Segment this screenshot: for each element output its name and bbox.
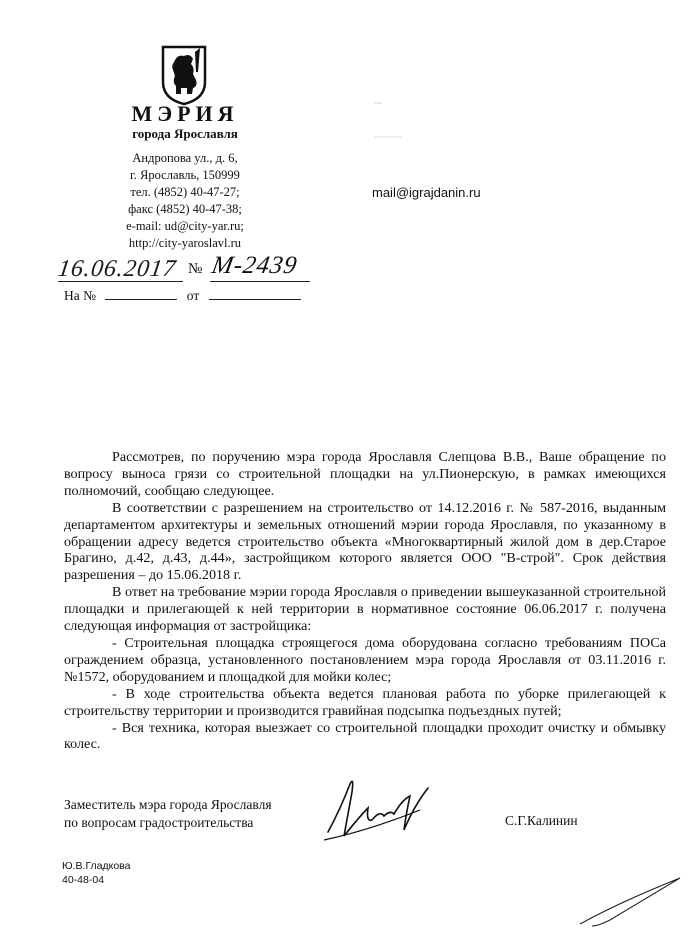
outgoing-date: 16.06.2017 <box>56 256 178 282</box>
reference-line <box>64 288 301 304</box>
address-street: Андропова ул., д. 6, <box>132 151 238 165</box>
paragraph-requirement: В ответ на требование мэрии города Ярославля о приведении вышеуказанной строительной площадки и прилегающей к ней территории в нормативное состояние 06.06.2017 г. получена следующая информация от застройщика: <box>64 584 666 635</box>
org-subtitle: города Ярославля <box>132 126 238 141</box>
executor-phone: 40-48-04 <box>62 874 105 886</box>
signer-position-line1: Заместитель мэра города Ярославля <box>64 797 272 812</box>
executor-block <box>62 859 131 887</box>
org-name: МЭРИЯ <box>131 101 239 126</box>
recipient-email: mail@igrajdanin.ru <box>372 185 481 200</box>
executor-name: Ю.В.Гладкова <box>62 860 131 872</box>
address-city: г. Ярославль, 150999 <box>130 168 240 182</box>
signer-position <box>64 796 272 832</box>
signer-name: С.Г.Калинин <box>505 813 578 828</box>
paragraph-item-fence: - Строительная площадка строящегося дома оборудована согласно требованиям ПОСа ограждением образца, установленного постановлением мэра города Ярославля от 03.11.2016 г. №1572, оборудованием и площадкой для мойки колес; <box>64 634 666 685</box>
faint-marks <box>372 97 462 157</box>
number-underline <box>210 281 310 282</box>
handwritten-signature <box>310 770 440 850</box>
address-block <box>100 150 270 252</box>
address-email: e-mail: ud@city-yar.ru; <box>126 219 244 233</box>
outgoing-number: М-2439 <box>209 252 300 279</box>
paragraph-permit: В соответствии с разрешением на строительство от 14.12.2016 г. № 587-2016, выданным департаментом архитектуры и земельных отношений мэрии города Ярославля, по указанному в обращении адресу ведется строительство объекта «Многоквартирный жилой дом в дер.Старое Брагино, д.42, д.43, д.44», застройщиком которого является ООО "В-строй". Срок действия разрешения – до 15.06.2018 г. <box>64 499 666 584</box>
reference-from-label: от <box>186 288 200 303</box>
reference-date-blank <box>209 299 301 300</box>
address-phone: тел. (4852) 40-47-27; <box>130 185 240 199</box>
date-underline <box>58 281 183 282</box>
outgoing-number-label: № <box>188 261 203 277</box>
letter-body <box>64 449 666 753</box>
coat-of-arms-bear-icon <box>160 44 208 106</box>
pen-mark <box>570 872 690 932</box>
signer-position-line2: по вопросам градостроительства <box>64 815 254 830</box>
paragraph-item-wheels: - Вся техника, которая выезжает со строительной площадки проходит очистку и обмывку колес. <box>64 719 666 753</box>
reference-number-blank <box>105 299 177 300</box>
address-website: http://city-yaroslavl.ru <box>128 236 242 250</box>
paragraph-intro: Рассмотрев, по поручению мэра города Ярославля Слепцова В.В., Ваше обращение по вопросу выноса грязи со строительной площадки на ул.Пионерскую, в рамках имеющихся полномочий, сообщаю следующее. <box>64 449 666 499</box>
address-fax: факс (4852) 40-47-38; <box>128 202 242 216</box>
paragraph-item-cleaning: - В ходе строительства объекта ведется плановая работа по уборке прилегающей к строительству территории и производится гравийная подсыпка подъездных путей; <box>64 685 666 719</box>
reference-label: На № <box>64 288 96 303</box>
